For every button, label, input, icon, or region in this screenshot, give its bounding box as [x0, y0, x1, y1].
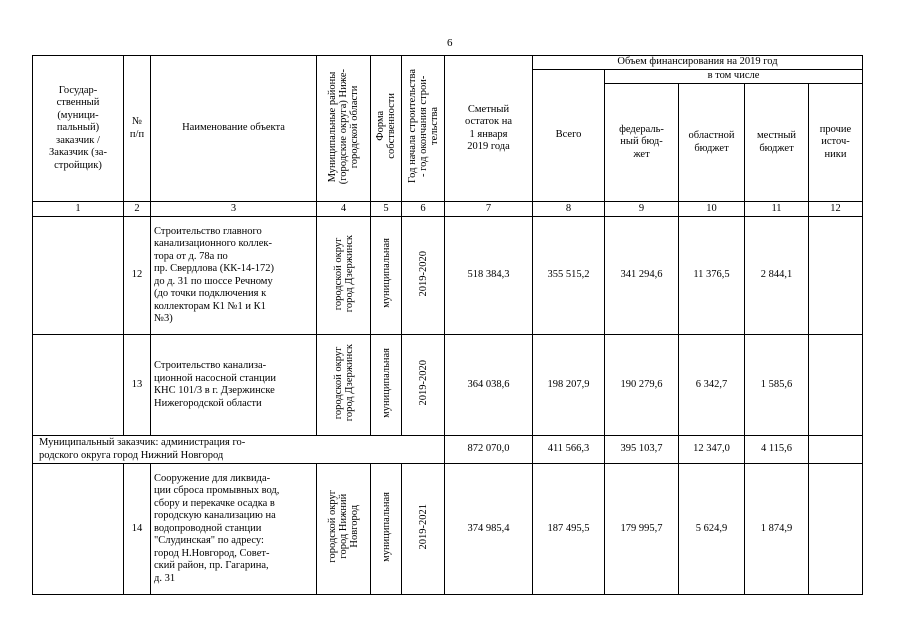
header-estimated-balance: Сметный остаток на 1 января 2019 года — [445, 56, 533, 202]
header-federal: федераль- ный бюд- жет — [605, 84, 679, 202]
table-row: 14 Сооружение для ликвида- ции сброса промывных вод, сбору и перекачке осадка в городскую канализацию на водопроводной станции "Слудинская" по адресу: город Н.Новгород, Совет- ский район, пр. Гагарина, д. 31 городской округ город Нижний Новгород муниципальная 2019-2021 374 985,4 187 495,5 179 995,7 5 624,9 1 874,9 — [33, 464, 863, 595]
column-numbers-row: 1 2 3 4 5 6 7 8 9 10 11 12 — [33, 202, 863, 217]
header-local: местный бюджет — [745, 84, 809, 202]
table-row: 13 Строительство канализа- ционной насосной станции КНС 101/3 в г. Дзержинске Нижегородской области городской округ город Дзержинск муниципальная 2019-2020 364 038,6 198 207,9 190 279,6 6 342,7 1 585,6 — [33, 335, 863, 436]
header-including: в том числе — [605, 70, 863, 84]
page-number: 6 — [447, 37, 453, 49]
header-financing-volume: Объем финансирования на 2019 год — [533, 56, 863, 70]
subtotal-label: Муниципальный заказчик: администрация го- родского округа город Нижний Новгород — [33, 436, 445, 464]
header-total: Всего — [533, 70, 605, 202]
header-years: Год начала строительства - год окончания строи- тельства — [402, 56, 445, 202]
header-other: прочие источ- ники — [809, 84, 863, 202]
subtotal-row: Муниципальный заказчик: администрация го- родского округа город Нижний Новгород 872 070,0 411 566,3 395 103,7 12 347,0 4 115,6 — [33, 436, 863, 464]
table-row: 12 Строительство главного канализационного коллек- тора от д. 78а по пр. Свердлова (КК-14-172) до д. 31 по шоссе Речному (до точки подключения к коллекторам К1 №1 и К1 №3) городской округ город Дзержинск муниципальная 2019-2020 518 384,3 355 515,2 341 294,6 11 376,5 2 844,1 — [33, 217, 863, 335]
header-municipal-district: Муниципальные районы (городские округа) Ниже- городской области — [317, 56, 371, 202]
header-regional: областной бюджет — [679, 84, 745, 202]
header-customer: Государ- ственный (муници- пальный) заказчик / Заказчик (за- стройщик) — [33, 56, 124, 202]
header-ownership-form: Форма собственности — [371, 56, 402, 202]
financing-table — [32, 55, 863, 595]
header-object-name: Наименование объекта — [151, 56, 317, 202]
header-number: № п/п — [124, 56, 151, 202]
